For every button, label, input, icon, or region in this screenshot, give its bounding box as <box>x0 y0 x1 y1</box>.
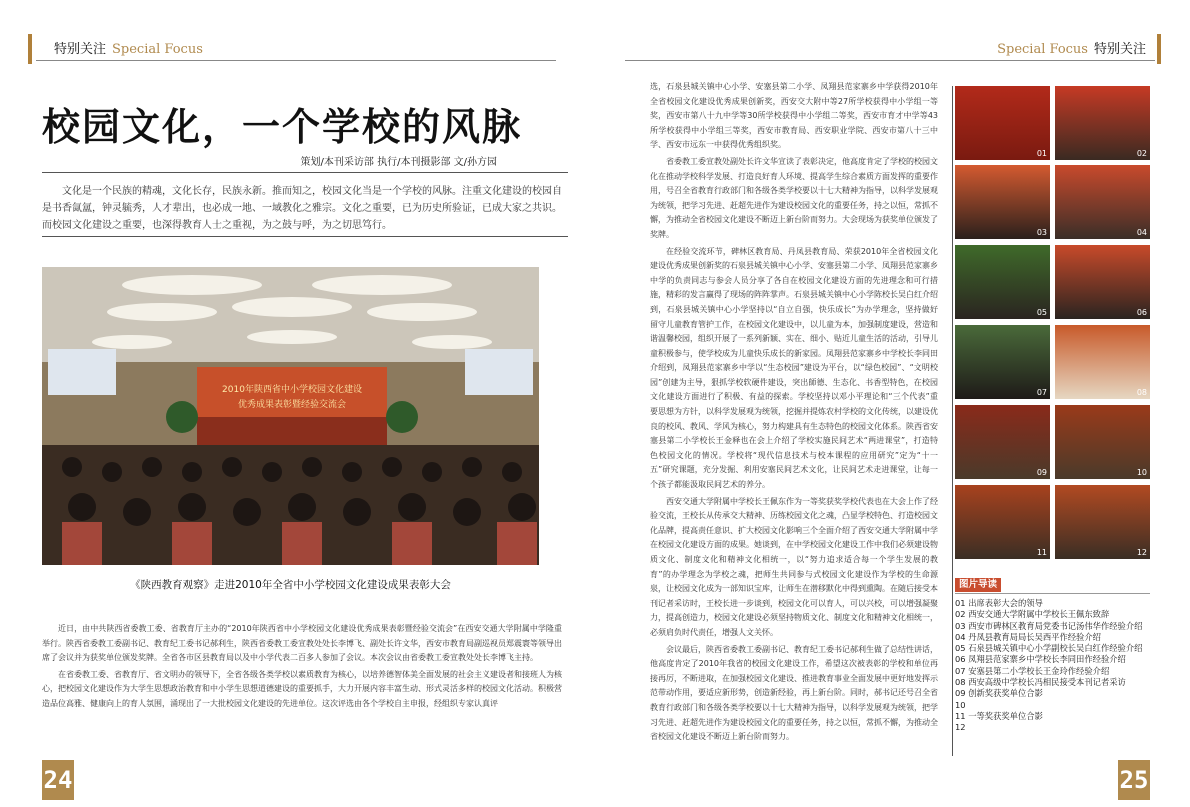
thumbnail-number: 05 <box>1036 308 1047 317</box>
guide-item: 05 石泉县城关镇中心小学副校长吴白红作经验介绍 <box>955 643 1143 654</box>
stage-banner-subtext: 优秀成果表彰暨经验交流会 <box>237 400 347 410</box>
guide-item: 07 安塞县第二小学校长王金玲作经验介绍 <box>955 665 1110 676</box>
page-number-right: 25 <box>1118 760 1150 800</box>
thumbnail-photo <box>955 86 1050 160</box>
paragraph: 省委教工委宣教处副处长许文华宣读了表彰决定，他高度肯定了学校的校园文化在推动学校科学发展、打造良好育人环境、提高学生综合素质方面发挥的重要作用，号召全省教育行政部门和各级各类学校要以十七大精神为指导，以科学发展观为统领，把学习先进、赶超先进作为建设校园文化的重要任务，持之以恒，常抓不懈，为推动全省校园文化建设不断迈上新台阶而努力。大会现场为获奖单位颁发了奖牌。 <box>650 156 938 239</box>
section-name-en: Special Focus <box>112 42 203 57</box>
paragraph: 会议最后，陕西省委教工委副书记、教育纪工委书记郝利生做了总结性讲话，他高度肯定了2010年我省的校园文化建设工作，希望这次被表彰的学校和单位再接再厉，不断进取，在加强校园文化建设、推进教育事业全面发展中更好地发挥示范带动作用，要适应新形势，创造新经验，再上新台阶。同时，郝书记还号召全省教育行政部门和各级各类学校要以十七大精神为指导，以科学发展观为统领，把学习先进、赶超先进作为建设校园文化的重要任务，持之以恒，常抓不懈，为推动全省校园文化建设不断迈上新台阶而努力。 <box>650 644 938 742</box>
picture-guide-list <box>955 598 1150 734</box>
article-intro: 文化是一个民族的精魂，文化长存，民族永新。推而知之，校园文化当是一个学校的风脉。注重文化建设的校园自是书香氤氲，钟灵毓秀，人才辈出，也必成一地、一域教化之雅宗。文化之重要，已为历史所验证，已成大家之共识。而校园文化建设之重要，也深得教育人士之重视，为之鼓与呼，为之切思笃行。 <box>42 186 562 231</box>
thumbnail-photo <box>955 405 1050 479</box>
guide-item: 03 西安市碑林区教育局党委书记汤伟华作经验介绍 <box>955 620 1143 631</box>
thumbnail-number: 03 <box>1036 228 1047 237</box>
stage-banner-text: 2010年陕西省中小学校园文化建设 <box>222 385 362 395</box>
thumbnail-photo <box>955 325 1050 399</box>
paragraph: 近日，由中共陕西省委教工委、省教育厅主办的“2010年陕西省中小学校园文化建设优秀成果表彰暨经验交流会”在西安交通大学附属中学隆重举行。陕西省委教工委副书记、教育纪工委书记郝利生，陕西省委教工委宣教处处长李博飞、副处长许文华，西安市教育局副巡视员郑震寰等领导出席了会议并为获奖单位颁发奖牌。全省各市区县教育局以及中小学代表二百多人参加了会议。本次会议由省委教工委宣教处处长李博飞主持。 <box>42 624 562 663</box>
page-number-left: 24 <box>42 760 74 800</box>
photo-caption: 《陕西教育观察》走进2010年全省中小学校园文化建设成果表彰大会 <box>130 579 451 591</box>
section-marker <box>28 34 32 64</box>
header-rule <box>36 60 556 61</box>
thumbnail-number: 04 <box>1136 228 1147 237</box>
thumbnail-photo <box>1055 245 1150 319</box>
thumbnail-photo <box>1055 86 1150 160</box>
thumbnail-photo <box>1055 165 1150 239</box>
guide-item: 02 西安交通大学附属中学校长王佩东致辞 <box>955 609 1110 620</box>
thumbnail-number: 11 <box>1036 548 1047 557</box>
left-body-text <box>42 622 562 714</box>
section-header-right <box>997 38 1146 57</box>
thumbnail-photo <box>1055 485 1150 559</box>
header-rule <box>625 60 1155 61</box>
thumbnail-number: 10 <box>1136 468 1147 477</box>
paragraph: 在省委教工委、省教育厅、省文明办的领导下，全省各级各类学校以素质教育为核心，以培养德智体美全面发展的社会主义建设者和接班人为核心，把校园文化建设作为大学生思想政治教育和中小学生思想道德建设的重要抓手，大力开展内容丰富生动、形式灵活多样的校园文化活动。积极营造品位高雅、健康向上的育人氛围，涌现出了一大批校园文化建设的先进单位。这次评选由各个学校自主申报，经组织专家认真评 <box>42 669 562 708</box>
thumbnail-photo <box>955 165 1050 239</box>
guide-item: 06 凤翔县范家寨乡中学校长李同田作经验介绍 <box>955 654 1126 665</box>
paragraph: 在经验交流环节，碑林区教育局、丹凤县教育局、荣获2010年全省校园文化建设优秀成果创新奖的石泉县城关镇中心小学、安塞县第二小学、凤翔县范家寨乡中学的负责同志与参会人员分享了各自在校园文化建设方面的先进理念和可行措施，精彩的发言赢得了现场的阵阵掌声。石泉县城关镇中心小学陈校长吴白红介绍到，石泉县城关镇中心小学坚持以“自立自强，快乐成长”为办学理念，坚持做好留守儿童教育管护工作，在校园文化建设中，以儿童为本，加强制度建设，营造和谐温馨校园，组织开展了一系列新颖、实在、细小、贴近儿童生活的活动，引导儿童积极参与，使学校成为儿童快乐成长的新家园。凤翔县范家寨乡中学校长李同田介绍到，凤翔县范家寨乡中学以“生态校园”建设为平台，以“绿色校园”、“文明校园”创建为主导，狠抓学校软硬件建设，突出師德、生态化、书香型特色，在校园文化建设方面进行了积极、有益的探索。学校坚持以邓小平理论和“三个代表”重要思想为方针，以科学发展观为统领，挖掘并提炼农村学校的文化传统，以建设优良的校风、教风、学风为核心，努力构建具有生态特色的校园文化体系。陕西省安塞县第二小学校长王金释也在会上介绍了学校实施民间艺术“两进课堂”，打造特色校园文化的情况。学校将“现代信息技术与校本课程的应用研究”定为“十一五”研究课题，充分发掘、利用安塞民间艺术文化，让民间艺术走进课堂，让每一个孩子都能汲取民间艺术的养分。 <box>650 246 938 490</box>
thumbnail-number: 08 <box>1136 388 1147 397</box>
intro-top-rule <box>42 172 568 173</box>
guide-item: 11 一等奖获奖单位合影 <box>955 710 1043 721</box>
right-body-text <box>650 80 938 747</box>
article-byline: 策划/本刊采访部 执行/本刊摄影部 文/孙方园 <box>300 157 497 168</box>
guide-item: 04 丹凤县教育局局长吴西平作经验介绍 <box>955 631 1101 642</box>
section-marker <box>1157 34 1161 64</box>
thumbnail-number: 07 <box>1036 388 1047 397</box>
guide-item: 10 <box>955 699 966 710</box>
thumbnail-photo <box>955 485 1050 559</box>
guide-item: 12 <box>955 722 966 733</box>
picture-guide-title: 图片导读 <box>955 578 1001 592</box>
picture-guide-rule <box>955 593 1150 594</box>
thumbnail-number: 01 <box>1036 149 1047 158</box>
section-header-left <box>54 38 203 57</box>
thumbnail-photo <box>955 245 1050 319</box>
thumbnail-number: 06 <box>1136 308 1147 317</box>
thumbnail-number: 12 <box>1136 548 1147 557</box>
thumbnail-number: 09 <box>1036 468 1047 477</box>
guide-item: 08 西安高级中学校长冯相民接受本刊记者采访 <box>955 677 1126 688</box>
thumbnail-number: 02 <box>1136 149 1147 158</box>
paragraph: 选，石泉县城关镇中心小学、安塞县第二小学、凤翔县范家寨乡中学获得2010年全省校园文化建设优秀成果创新奖，西安交大附中等27所学校获得中小学组一等奖，西安市第八十九中学等30所学校获得中小学组二等奖，西安市育才中学等43所学校获得中小学组三等奖，西安市教育局、西安职业学院、西安市第八十三中学、西安市远东一中获得优秀组织奖。 <box>650 82 938 150</box>
section-name-en: Special Focus <box>997 42 1088 57</box>
conference-hall-photo <box>42 267 539 565</box>
article-title: 校园文化，一个学校的风脉 <box>42 105 523 149</box>
thumbnail-photo <box>1055 325 1150 399</box>
sidebar-rule <box>952 86 953 756</box>
intro-bottom-rule <box>42 236 568 237</box>
guide-item: 09 创新奖获奖单位合影 <box>955 688 1043 699</box>
thumbnail-photo <box>1055 405 1150 479</box>
paragraph: 西安交通大学附属中学校长王佩东作为一等奖获奖学校代表也在大会上作了经验交流，王校长从传承交大精神、历练校园文化之魂，凸显学校特色、打造校园文化品牌，提高责任意识、扩大校园文化影响三个全面介绍了西安交通大学附属中学在校园文化建设方面的成果。她谈到，在中学校园文化建设工作中我们必须建设物质文化、制度文化和精神文化相统一，以“努力追求适合每一个学生发展的教育”的办学理念为学校之魂，把师生共同参与式校园文化建设作为学校的生命源泉，让校园文化成为一部知识宝库，让师生在潜移默化中得到熏陶。在随后接受本刊记者采访时，王校长进一步谈到，校园文化可以育人，可以兴校，可以增强凝聚力，提高创造力，校园文化建设必须坚持物质文化、制度文化和精神文化相统一，必须肩负时代责任，增强人文关怀。 <box>650 496 938 637</box>
section-name-cn: 特别关注 <box>1093 42 1146 57</box>
guide-item: 01 出席表彰大会的领导 <box>955 598 1043 608</box>
section-name-cn: 特别关注 <box>54 42 107 57</box>
